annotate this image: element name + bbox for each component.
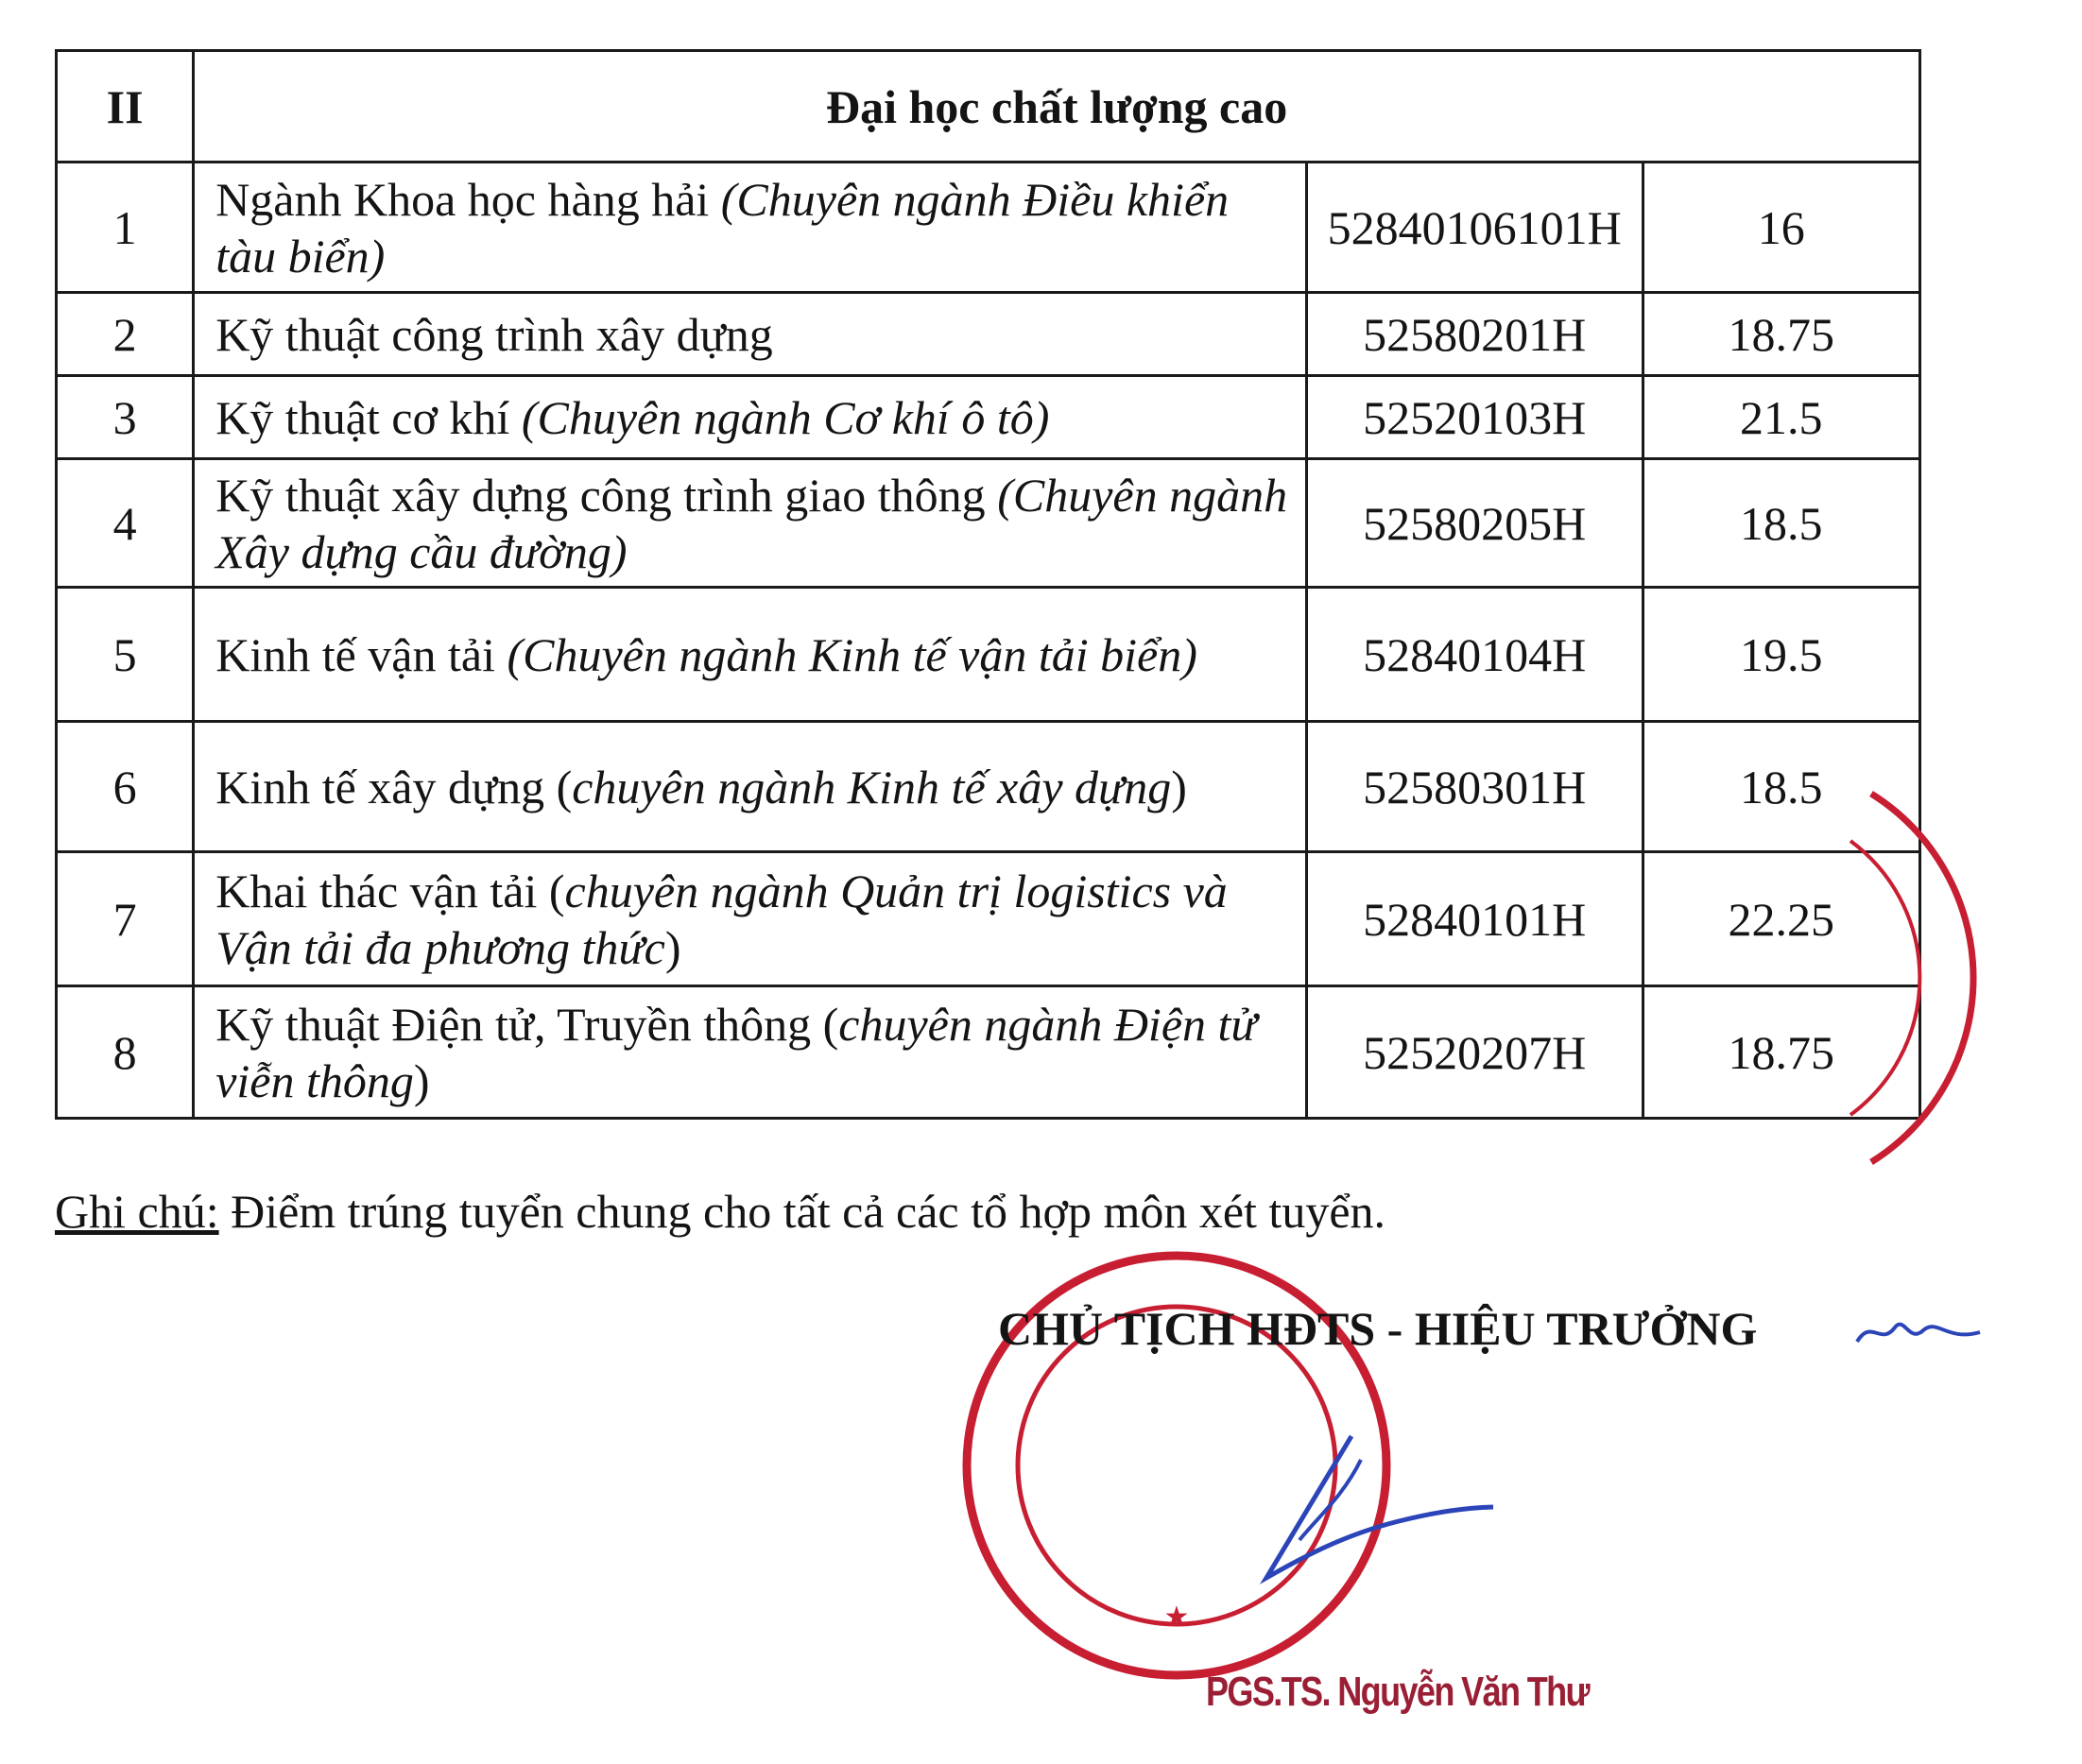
table-row: [57, 722, 1920, 852]
partial-seal-inner-ring: [1850, 841, 1919, 1115]
table-row: [57, 376, 1920, 459]
program-name: Ngành Khoa học hàng hải (Chuyên ngành Điều khiển tàu biển): [194, 163, 1307, 293]
program-name: Kinh tế vận tải (Chuyên ngành Kinh tế vận tải biển): [194, 588, 1307, 722]
row-number: 7: [57, 852, 194, 986]
admission-score: 22.25: [1643, 852, 1920, 986]
admission-score: 21.5: [1643, 376, 1920, 459]
initials-stroke: [1857, 1325, 1980, 1342]
note-text: Điểm trúng tuyển chung cho tất cả các tổ hợp môn xét tuyển.: [218, 1185, 1386, 1238]
admission-score: 18.5: [1643, 722, 1920, 852]
handwritten-signature: [1210, 1417, 1493, 1606]
program-code: 52840104H: [1306, 588, 1643, 722]
partial-seal-stamp: [1833, 775, 1994, 1181]
admission-score: 16: [1643, 163, 1920, 293]
partial-seal-outer-ring: [1871, 794, 1973, 1162]
seal-star: ★: [1163, 1601, 1190, 1633]
note: [55, 1183, 1385, 1240]
program-code: 52840101H: [1306, 852, 1643, 986]
section-header-row: [57, 51, 1920, 163]
row-number: 1: [57, 163, 194, 293]
note-label: Ghi chú:: [55, 1185, 219, 1238]
program-code: 52580205H: [1306, 459, 1643, 588]
section-number: II: [57, 51, 194, 163]
program-code: 52840106101H: [1306, 163, 1643, 293]
program-name: Kỹ thuật Điện tử, Truyền thông (chuyên ngành Điện tử viễn thông): [194, 986, 1307, 1119]
signer-name: PGS.TS. Nguyễn Văn Thư: [1206, 1669, 1590, 1715]
table-row: [57, 588, 1920, 722]
program-code: 52520207H: [1306, 986, 1643, 1119]
table-row: [57, 163, 1920, 293]
table-row: [57, 459, 1920, 588]
initials-mark: [1852, 1304, 1985, 1361]
admission-score: 18.75: [1643, 986, 1920, 1119]
signature-title: CHỦ TỊCH HĐTS - HIỆU TRƯỞNG: [998, 1302, 1758, 1355]
table-row: [57, 852, 1920, 986]
row-number: 8: [57, 986, 194, 1119]
table-row: [57, 293, 1920, 376]
section-title: Đại học chất lượng cao: [194, 51, 1920, 163]
admission-score: 19.5: [1643, 588, 1920, 722]
program-code: 52520103H: [1306, 376, 1643, 459]
row-number: 4: [57, 459, 194, 588]
table-row: [57, 986, 1920, 1119]
program-name: Kỹ thuật cơ khí (Chuyên ngành Cơ khí ô tô): [194, 376, 1307, 459]
admission-score-table: [55, 49, 1921, 1120]
program-code: 52580201H: [1306, 293, 1643, 376]
program-name: Khai thác vận tải (chuyên ngành Quản trị logistics và Vận tải đa phương thức): [194, 852, 1307, 986]
signature-stroke: [1266, 1436, 1493, 1578]
program-name: Kinh tế xây dựng (chuyên ngành Kinh tế xây dựng): [194, 722, 1307, 852]
row-number: 3: [57, 376, 194, 459]
row-number: 2: [57, 293, 194, 376]
admission-score: 18.75: [1643, 293, 1920, 376]
row-number: 6: [57, 722, 194, 852]
program-name: Kỹ thuật công trình xây dựng: [194, 293, 1307, 376]
program-code: 52580301H: [1306, 722, 1643, 852]
program-name: Kỹ thuật xây dựng công trình giao thông (Chuyên ngành Xây dựng cầu đường): [194, 459, 1307, 588]
admission-score: 18.5: [1643, 459, 1920, 588]
row-number: 5: [57, 588, 194, 722]
